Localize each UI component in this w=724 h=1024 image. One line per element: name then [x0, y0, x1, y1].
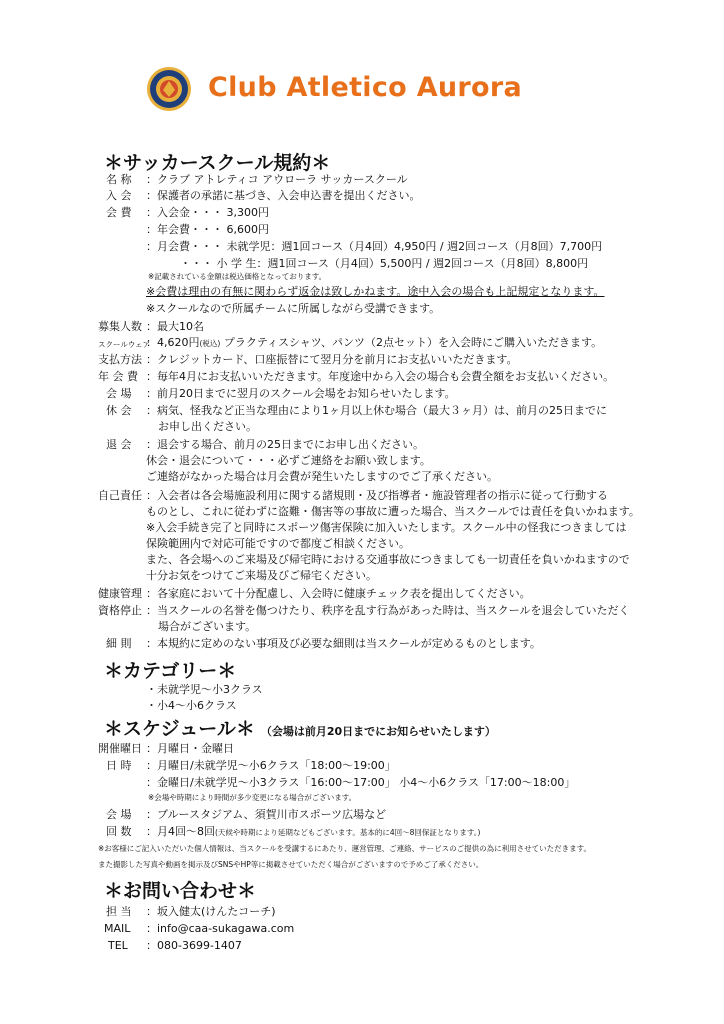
- contact-person-label: 担 当: [106, 905, 132, 918]
- suspend-label: 資格停止: [98, 604, 142, 617]
- contact-mail-label: MAIL: [104, 922, 131, 935]
- wear-tax: (税込): [199, 339, 221, 348]
- privacy-note: また撮影した写真や動画を掲示及びSNSやHP等に掲載させていただく場合がございますので予めご了承ください。: [98, 860, 484, 869]
- club-crest-logo: [146, 66, 192, 112]
- wear-label: スクールウェア: [98, 340, 151, 349]
- leave-label: 休 会: [106, 404, 132, 417]
- fee-line: ：年会費・・・ 6,600円: [146, 223, 269, 236]
- suspend-line: 場合がございます。: [158, 620, 257, 633]
- rules-title: ＊サッカースクール規約＊: [104, 152, 331, 174]
- schedule-time-line: ：金曜日/未就学児～小3クラス「16:00～17:00」 小4～小6クラス「17:00～18:00」: [146, 776, 576, 789]
- wear-price: ：4,620円: [146, 336, 200, 349]
- schedule-count-label: 回 数: [106, 825, 132, 838]
- fee-refund-note: ※会費は理由の有無に関わらず返金は致しかねます。途中入会の場合も上記規定となります。: [146, 285, 605, 298]
- schedule-day-value: ：月曜日・金曜日: [146, 742, 234, 755]
- responsibility-line: ものとし、これに従わずに盗難・傷害等の事故に遭った場合、当スクールでは責任を負いかねます。: [146, 505, 640, 518]
- contact-title: ＊お問い合わせ＊: [104, 880, 257, 902]
- responsibility-line: また、各会場へのご来場及び帰宅時における交通事故につきましても一切責任を負いかねますので: [146, 553, 630, 566]
- responsibility-line: 十分お気をつけてご来場及びご帰宅ください。: [146, 569, 377, 582]
- category-title: ＊カテゴリー＊: [104, 660, 237, 682]
- schedule-count-line: [146, 824, 480, 840]
- schedule-title-text: ＊スケジュール＊: [104, 718, 255, 740]
- health-value: ：各家庭において十分配慮し、入会時に健康チェック表を提出してください。: [146, 587, 531, 600]
- annual-fee-label: 年 会 費: [98, 370, 138, 383]
- schedule-venue-label: 会 場: [106, 808, 132, 821]
- schedule-time-note: ※会場や時期により時間が多少変更になる場合がございます。: [148, 793, 357, 802]
- suspend-line: ：当スクールの名誉を傷つけたり、秩序を乱す行為があった時は、当スクールを退会していただく: [146, 604, 630, 617]
- contact-tel-value[interactable]: ：080-3699-1407: [146, 939, 242, 952]
- fee-label: 会 費: [106, 206, 132, 219]
- name-value: ：クラブ アトレティコ アウローラ サッカースクール: [146, 173, 408, 186]
- leave-line: お申し出ください。: [158, 420, 257, 433]
- payment-value: ：クレジットカード、口座振替にて翌月分を前月にお支払いいただきます。: [146, 353, 518, 366]
- withdraw-label: 退 会: [106, 438, 132, 451]
- contact-person-value: ：坂入健太(けんたコーチ): [146, 905, 276, 918]
- club-name: Club Atletico Aurora: [208, 72, 523, 103]
- withdraw-line: 休会・退会について・・・必ずご連絡をお願い致します。: [146, 454, 431, 467]
- category-item: ・小4～小6クラス: [146, 699, 237, 712]
- wear-value: プラクティスシャツ、パンツ（2点セット）を入会時にご購入いただきます。: [223, 336, 603, 349]
- wear-line: [146, 335, 602, 351]
- capacity-label: 募集人数: [98, 320, 142, 333]
- schedule-time-line: ：月曜日/未就学児～小6クラス「18:00～19:00」: [146, 759, 396, 772]
- category-item: ・未就学児～小3クラス: [146, 683, 263, 696]
- fee-line: ：入会金・・・ 3,300円: [146, 206, 269, 219]
- contact-tel-label: TEL: [108, 939, 128, 952]
- fee-line: ：月会費・・・ 未就学児：週1回コース（月4回）4,950円 / 週2回コース（月8回）7,700円: [146, 240, 603, 253]
- responsibility-line: ：入会者は各会場施設利用に関する諸規則・及び指導者・施設管理者の指示に従って行動する: [146, 489, 608, 502]
- name-label: 名 称: [106, 173, 132, 186]
- schedule-title-note: （会場は前月20日までにお知らせいたします）: [260, 725, 496, 738]
- schedule-count-value: ：月4回～8回: [146, 825, 215, 838]
- fee-club-note: ※スクールなので所属チームに所属しながら受講できます。: [146, 302, 441, 315]
- schedule-day-label: 開催曜日: [98, 742, 142, 755]
- responsibility-line: ※入会手続き完了と同時にスポーツ傷害保険に加入いたします。スクール中の怪我につきましては: [146, 521, 627, 534]
- withdraw-line: ご連絡がなかった場合は月会費が発生いたしますのでご了承ください。: [146, 470, 498, 483]
- schedule-time-label: 日 時: [106, 759, 132, 772]
- entry-value: ：保護者の承諾に基づき、入会申込書を提出ください。: [146, 189, 421, 202]
- withdraw-line: ：退会する場合、前月の25日までにお申し出ください。: [146, 438, 424, 451]
- venue-value: ：前月20日までに翌月のスクール会場をお知らせいたします。: [146, 387, 456, 400]
- detail-label: 細 則: [106, 637, 132, 650]
- responsibility-line: 保険範囲内で対応可能ですので都度ご相談ください。: [146, 537, 410, 550]
- privacy-note: ※お客様にご記入いただいた個人情報は、当スクールを受講するにあたり、運営管理、ご連絡、サービスのご提供の為に利用させていただきます。: [98, 844, 592, 853]
- health-label: 健康管理: [98, 587, 142, 600]
- schedule-count-note: (天候や時期により延期などもございます。基本的に4回～8回保証となります。): [215, 828, 481, 837]
- entry-label: 入 会: [106, 189, 132, 202]
- annual-fee-value: ：毎年4月にお支払いいただきます。年度途中から入会の場合も会費全額をお支払いください。: [146, 370, 615, 383]
- venue-label: 会 場: [106, 387, 132, 400]
- fee-line: ・・・ 小 学 生：週1回コース（月4回）5,500円 / 週2回コース（月8回）8,800円: [180, 257, 589, 270]
- detail-value: ：本規約に定めのない事項及び必要な細則は当スクールが定めるものとします。: [146, 637, 541, 650]
- responsibility-label: 自己責任: [98, 489, 142, 502]
- schedule-title: [104, 714, 496, 741]
- leave-line: ：病気、怪我など正当な理由により1ヶ月以上休む場合（最大３ヶ月）は、前月の25日までに: [146, 404, 607, 417]
- contact-mail-value[interactable]: ：info@caa-sukagawa.com: [146, 922, 295, 935]
- payment-label: 支払方法: [98, 353, 142, 366]
- capacity-value: ：最大10名: [146, 320, 204, 333]
- schedule-venue-value: ：ブルースタジアム、須賀川市スポーツ広場など: [146, 808, 387, 821]
- fee-tax-note: ※記載されている金額は税込価格となっております。: [148, 272, 327, 281]
